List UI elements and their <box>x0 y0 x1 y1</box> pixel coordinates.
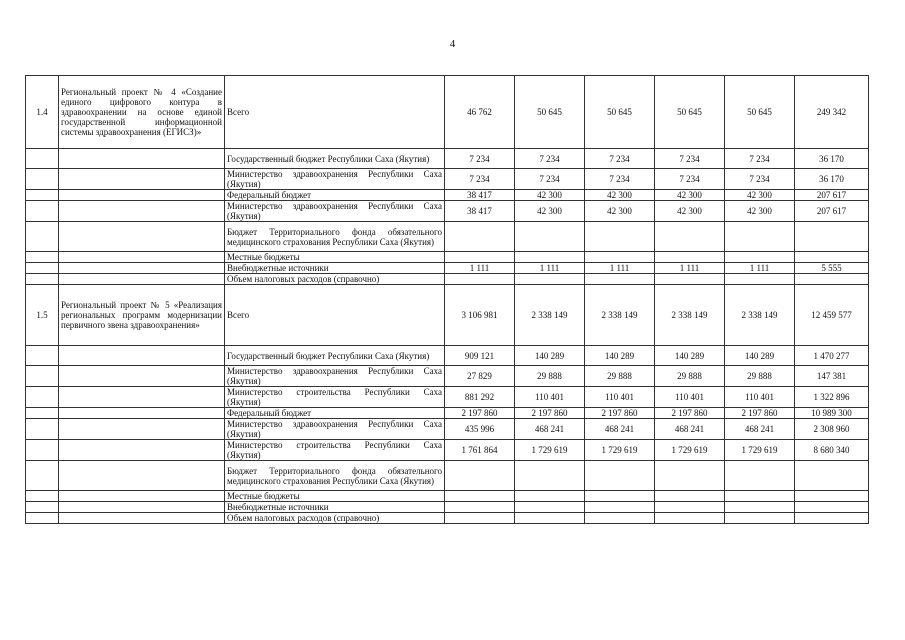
value-cell <box>515 502 585 513</box>
value-cell <box>515 513 585 524</box>
value-cell: 110 401 <box>725 387 795 408</box>
funding-source: Внебюджетные источники <box>225 263 445 274</box>
value-cell: 2 338 149 <box>585 285 655 346</box>
total-cell: 10 989 300 <box>795 408 869 419</box>
total-cell: 12 459 577 <box>795 285 869 346</box>
value-cell: 7 234 <box>585 149 655 169</box>
value-cell: 468 241 <box>655 419 725 440</box>
page-number: 4 <box>449 38 456 50</box>
funding-source: Местные бюджеты <box>225 252 445 263</box>
value-cell: 3 106 981 <box>445 285 515 346</box>
value-cell: 7 234 <box>515 149 585 169</box>
value-cell <box>515 491 585 502</box>
value-cell: 50 645 <box>725 76 795 149</box>
table-row <box>26 252 869 263</box>
value-cell: 42 300 <box>655 201 725 222</box>
value-cell: 1 729 619 <box>725 440 795 461</box>
row-index: 1.4 <box>26 76 59 149</box>
funding-source: Всего <box>225 76 445 149</box>
table-row <box>26 491 869 502</box>
funding-source: Министерство здравоохранения Республики Саха (Якутия) <box>225 366 445 387</box>
value-cell <box>585 513 655 524</box>
value-cell: 7 234 <box>445 169 515 190</box>
table-row <box>26 149 869 169</box>
value-cell <box>655 513 725 524</box>
project-name: Региональный проект № 5 «Реализация региональных программ модернизации первичного звена здравоохранения» <box>59 285 225 346</box>
total-cell <box>795 513 869 524</box>
value-cell <box>725 222 795 252</box>
value-cell: 909 121 <box>445 346 515 366</box>
value-cell <box>585 461 655 491</box>
total-cell: 5 555 <box>795 263 869 274</box>
funding-source: Государственный бюджет Республики Саха (Якутия) <box>225 346 445 366</box>
table-row <box>26 440 869 461</box>
value-cell: 2 197 860 <box>585 408 655 419</box>
value-cell: 7 234 <box>445 149 515 169</box>
value-cell <box>655 274 725 285</box>
value-cell: 7 234 <box>725 149 795 169</box>
value-cell: 2 197 860 <box>655 408 725 419</box>
value-cell: 2 197 860 <box>725 408 795 419</box>
value-cell: 2 197 860 <box>515 408 585 419</box>
value-cell: 1 111 <box>445 263 515 274</box>
value-cell: 42 300 <box>725 201 795 222</box>
total-cell: 36 170 <box>795 169 869 190</box>
funding-source: Объем налоговых расходов (справочно) <box>225 513 445 524</box>
value-cell: 38 417 <box>445 201 515 222</box>
value-cell <box>445 502 515 513</box>
value-cell: 38 417 <box>445 190 515 201</box>
total-cell: 249 342 <box>795 76 869 149</box>
table-row <box>26 387 869 408</box>
value-cell: 29 888 <box>585 366 655 387</box>
value-cell: 140 289 <box>515 346 585 366</box>
table-row <box>26 513 869 524</box>
funding-source: Всего <box>225 285 445 346</box>
value-cell: 7 234 <box>725 169 795 190</box>
total-cell: 36 170 <box>795 149 869 169</box>
value-cell: 27 829 <box>445 366 515 387</box>
value-cell <box>655 491 725 502</box>
value-cell: 29 888 <box>725 366 795 387</box>
value-cell: 140 289 <box>655 346 725 366</box>
funding-source: Бюджет Территориального фонда обязательного медицинского страхования Республики Саха (Якутия) <box>225 461 445 491</box>
table-row <box>26 419 869 440</box>
funding-source: Местные бюджеты <box>225 491 445 502</box>
total-cell: 1 322 896 <box>795 387 869 408</box>
funding-source: Министерство строительства Республики Саха (Якутия) <box>225 387 445 408</box>
value-cell: 7 234 <box>655 169 725 190</box>
value-cell: 1 111 <box>655 263 725 274</box>
value-cell: 7 234 <box>515 169 585 190</box>
value-cell <box>585 274 655 285</box>
value-cell: 468 241 <box>515 419 585 440</box>
funding-source: Министерство здравоохранения Республики Саха (Якутия) <box>225 419 445 440</box>
value-cell: 7 234 <box>655 149 725 169</box>
value-cell <box>445 274 515 285</box>
value-cell <box>585 222 655 252</box>
value-cell: 42 300 <box>725 190 795 201</box>
value-cell <box>445 461 515 491</box>
funding-source: Государственный бюджет Республики Саха (Якутия) <box>225 149 445 169</box>
value-cell <box>585 252 655 263</box>
value-cell: 110 401 <box>655 387 725 408</box>
value-cell <box>515 461 585 491</box>
funding-source: Министерство строительства Республики Саха (Якутия) <box>225 440 445 461</box>
value-cell: 1 729 619 <box>515 440 585 461</box>
value-cell <box>515 252 585 263</box>
value-cell <box>655 502 725 513</box>
project-name: Региональный проект № 4 «Создание единого цифрового контура в здравоохранении на основе единой государственной информационной системы здравоохранения (ЕГИСЗ)» <box>59 76 225 149</box>
table-row <box>26 274 869 285</box>
value-cell: 435 996 <box>445 419 515 440</box>
table-row <box>26 285 869 346</box>
value-cell: 29 888 <box>515 366 585 387</box>
value-cell: 110 401 <box>515 387 585 408</box>
budget-table <box>25 75 869 524</box>
funding-source: Внебюджетные источники <box>225 502 445 513</box>
total-cell <box>795 461 869 491</box>
value-cell: 1 729 619 <box>585 440 655 461</box>
value-cell: 2 197 860 <box>445 408 515 419</box>
value-cell <box>445 222 515 252</box>
total-cell <box>795 252 869 263</box>
value-cell: 140 289 <box>725 346 795 366</box>
value-cell: 1 761 864 <box>445 440 515 461</box>
value-cell: 42 300 <box>585 190 655 201</box>
funding-source: Федеральный бюджет <box>225 190 445 201</box>
value-cell <box>445 491 515 502</box>
value-cell <box>585 502 655 513</box>
total-cell: 8 680 340 <box>795 440 869 461</box>
value-cell: 140 289 <box>585 346 655 366</box>
value-cell: 468 241 <box>585 419 655 440</box>
value-cell: 1 111 <box>515 263 585 274</box>
value-cell <box>445 513 515 524</box>
value-cell: 42 300 <box>655 190 725 201</box>
funding-source: Объем налоговых расходов (справочно) <box>225 274 445 285</box>
table-row <box>26 408 869 419</box>
total-cell: 207 617 <box>795 190 869 201</box>
value-cell <box>725 502 795 513</box>
table-row <box>26 502 869 513</box>
value-cell <box>585 491 655 502</box>
funding-source: Министерство здравоохранения Республики Саха (Якутия) <box>225 201 445 222</box>
value-cell: 7 234 <box>585 169 655 190</box>
table-row <box>26 366 869 387</box>
funding-source: Бюджет Территориального фонда обязательного медицинского страхования Республики Саха (Якутия) <box>225 222 445 252</box>
value-cell <box>725 274 795 285</box>
value-cell <box>445 252 515 263</box>
funding-source: Министерство здравоохранения Республики Саха (Якутия) <box>225 169 445 190</box>
value-cell <box>655 222 725 252</box>
table-row <box>26 263 869 274</box>
value-cell <box>515 222 585 252</box>
value-cell: 881 292 <box>445 387 515 408</box>
table-row <box>26 76 869 149</box>
total-cell: 207 617 <box>795 201 869 222</box>
value-cell: 50 645 <box>655 76 725 149</box>
total-cell <box>795 274 869 285</box>
funding-source: Федеральный бюджет <box>225 408 445 419</box>
table-row <box>26 222 869 252</box>
total-cell: 1 470 277 <box>795 346 869 366</box>
value-cell <box>725 513 795 524</box>
value-cell <box>655 461 725 491</box>
total-cell <box>795 222 869 252</box>
row-index: 1.5 <box>26 285 59 346</box>
value-cell: 42 300 <box>515 190 585 201</box>
value-cell <box>725 252 795 263</box>
table-row <box>26 461 869 491</box>
total-cell: 2 308 960 <box>795 419 869 440</box>
total-cell <box>795 502 869 513</box>
value-cell: 110 401 <box>585 387 655 408</box>
value-cell <box>655 252 725 263</box>
total-cell <box>795 491 869 502</box>
value-cell <box>725 461 795 491</box>
value-cell: 50 645 <box>585 76 655 149</box>
value-cell <box>725 491 795 502</box>
value-cell: 29 888 <box>655 366 725 387</box>
value-cell: 1 111 <box>725 263 795 274</box>
value-cell: 42 300 <box>585 201 655 222</box>
value-cell: 2 338 149 <box>655 285 725 346</box>
value-cell: 468 241 <box>725 419 795 440</box>
table-row <box>26 346 869 366</box>
value-cell: 1 729 619 <box>655 440 725 461</box>
total-cell: 147 381 <box>795 366 869 387</box>
table-row <box>26 169 869 190</box>
value-cell: 42 300 <box>515 201 585 222</box>
table-row <box>26 190 869 201</box>
value-cell: 2 338 149 <box>515 285 585 346</box>
value-cell: 50 645 <box>515 76 585 149</box>
value-cell: 2 338 149 <box>725 285 795 346</box>
table-row <box>26 201 869 222</box>
value-cell <box>515 274 585 285</box>
value-cell: 46 762 <box>445 76 515 149</box>
value-cell: 1 111 <box>585 263 655 274</box>
